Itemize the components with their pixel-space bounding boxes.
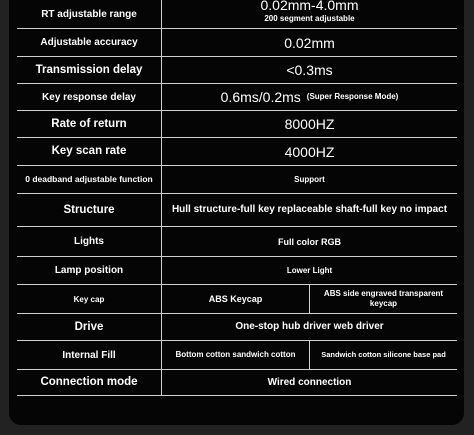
rt-range-value: 0.02mm-4.0mm <box>260 0 359 13</box>
spec-label: Lamp position <box>17 257 162 284</box>
spec-row-keycap <box>17 285 457 314</box>
spec-value: <0.3ms <box>286 62 333 78</box>
spec-label: Adjustable accuracy <box>17 29 162 56</box>
spec-value: Support <box>294 174 325 184</box>
spec-label: 0 deadband adjustable function <box>17 166 162 193</box>
spec-value: Full color RGB <box>278 236 341 247</box>
spec-value: 8000HZ <box>284 116 335 132</box>
spec-row-accuracy <box>17 29 457 57</box>
spec-value: Bottom cotton sandwich cotton <box>175 350 296 359</box>
spec-label: RT adjustable range <box>17 0 162 28</box>
spec-value: 4000HZ <box>284 143 335 160</box>
spec-value-secondary: ABS side engraved transparent keycap <box>309 285 457 313</box>
spec-value <box>162 84 457 110</box>
spec-value: One-stop hub driver web driver <box>235 321 384 332</box>
spec-value-split <box>162 341 457 369</box>
spec-label: Structure <box>17 194 162 226</box>
spec-value: Hull structure-full key replaceable shaft-full key no impact <box>171 204 448 215</box>
spec-label: Drive <box>17 314 162 340</box>
spec-value: Wired connection <box>267 376 352 388</box>
spec-row-scan-rate <box>17 138 457 166</box>
spec-row-lamp-position <box>17 257 457 285</box>
response-delay-value: 0.6ms/0.2ms <box>220 89 301 105</box>
spec-label: Key cap <box>17 285 162 313</box>
spec-label: Key scan rate <box>17 138 162 165</box>
spec-value-split <box>162 285 457 313</box>
spec-value-secondary: Sandwich cotton silicone base pad <box>309 341 457 369</box>
spec-row-deadband <box>17 166 457 194</box>
spec-label: Key response delay <box>17 84 162 110</box>
spec-label: Rate of return <box>17 111 162 137</box>
spec-value <box>162 0 457 28</box>
spec-row-connection <box>17 370 457 396</box>
spec-row-lights <box>17 227 457 257</box>
spec-row-transmission-delay <box>17 57 457 84</box>
spec-row-drive <box>17 314 457 341</box>
spec-label: Connection mode <box>17 370 162 395</box>
spec-label: Transmission delay <box>17 57 162 83</box>
response-delay-note: (Super Response Mode) <box>306 92 399 101</box>
spec-label: Internal Fill <box>17 341 162 369</box>
spec-row-response-delay <box>17 84 457 111</box>
spec-label: Lights <box>17 227 162 256</box>
rt-range-note: 200 segment adjustable <box>264 14 355 23</box>
spec-row-return-rate <box>17 111 457 138</box>
spec-value: 0.02mm <box>284 34 335 51</box>
spec-row-internal-fill <box>17 341 457 370</box>
spec-value: Lower Light <box>286 265 333 275</box>
spec-value: ABS Keycap <box>208 294 263 304</box>
spec-row-rt-range <box>17 0 457 29</box>
spec-row-structure <box>17 194 457 227</box>
